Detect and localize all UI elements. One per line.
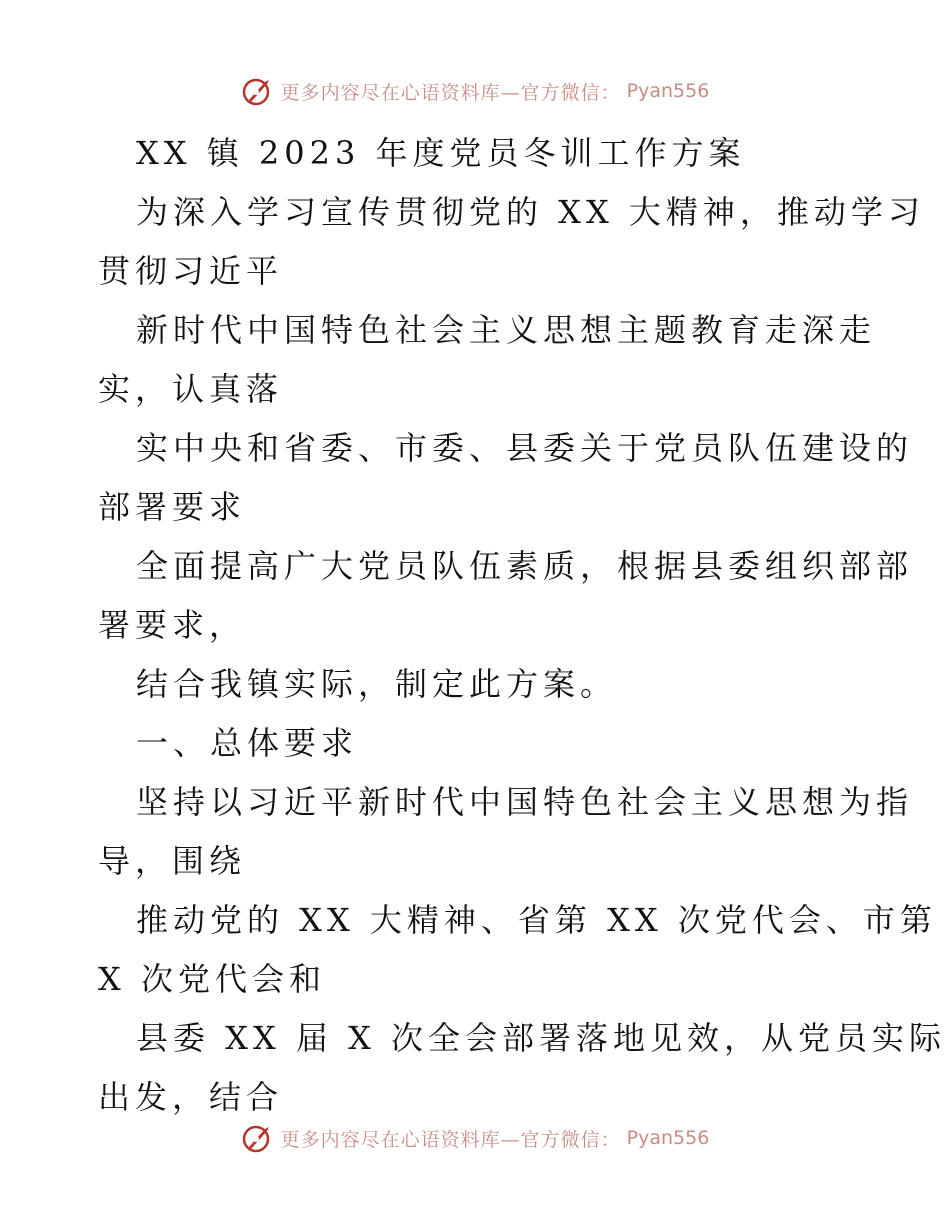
paragraph-line: 县委 XX 届 X 次全会部署落地见效，从党员实际 xyxy=(136,1019,947,1057)
document-title: XX 镇 2023 年度党员冬训工作方案 xyxy=(136,134,746,172)
paragraph-line: 部署要求 xyxy=(98,488,247,526)
paragraph-line: 实中央和省委、市委、县委关于党员队伍建设的 xyxy=(136,429,914,467)
watermark-text: 更多内容尽在心语资料库—官方微信： xyxy=(280,1128,621,1151)
paragraph-line: 出发，结合 xyxy=(98,1078,284,1116)
pen-logo-icon xyxy=(241,74,275,108)
document-body xyxy=(98,124,947,1127)
paragraph-line: 为深入学习宣传贯彻党的 XX 大精神，推动学习 xyxy=(136,193,925,231)
paragraph-line: 全面提高广大党员队伍素质，根据县委组织部部 xyxy=(136,547,914,585)
paragraph-line: 新时代中国特色社会主义思想主题教育走深走 xyxy=(136,311,877,349)
paragraph-line: X 次党代会和 xyxy=(98,960,326,998)
paragraph-line: 署要求， xyxy=(98,606,247,644)
header-watermark xyxy=(0,71,950,111)
section-heading: 一、总体要求 xyxy=(136,724,359,762)
watermark-text: 更多内容尽在心语资料库—官方微信： xyxy=(280,81,621,104)
paragraph-line: 坚持以习近平新时代中国特色社会主义思想为指 xyxy=(136,783,914,821)
footer-watermark xyxy=(0,1118,950,1158)
watermark-wechat-id: Pyan556 xyxy=(626,80,710,102)
paragraph-line: 贯彻习近平 xyxy=(98,252,284,290)
paragraph-line: 导，围绕 xyxy=(98,842,247,880)
paragraph-line: 结合我镇实际，制定此方案。 xyxy=(136,665,618,703)
paragraph-line: 推动党的 XX 大精神、省第 XX 次党代会、市第 xyxy=(136,901,937,939)
paragraph-line: 实，认真落 xyxy=(98,370,284,408)
watermark-wechat-id: Pyan556 xyxy=(626,1127,710,1149)
pen-logo-icon xyxy=(241,1121,275,1155)
